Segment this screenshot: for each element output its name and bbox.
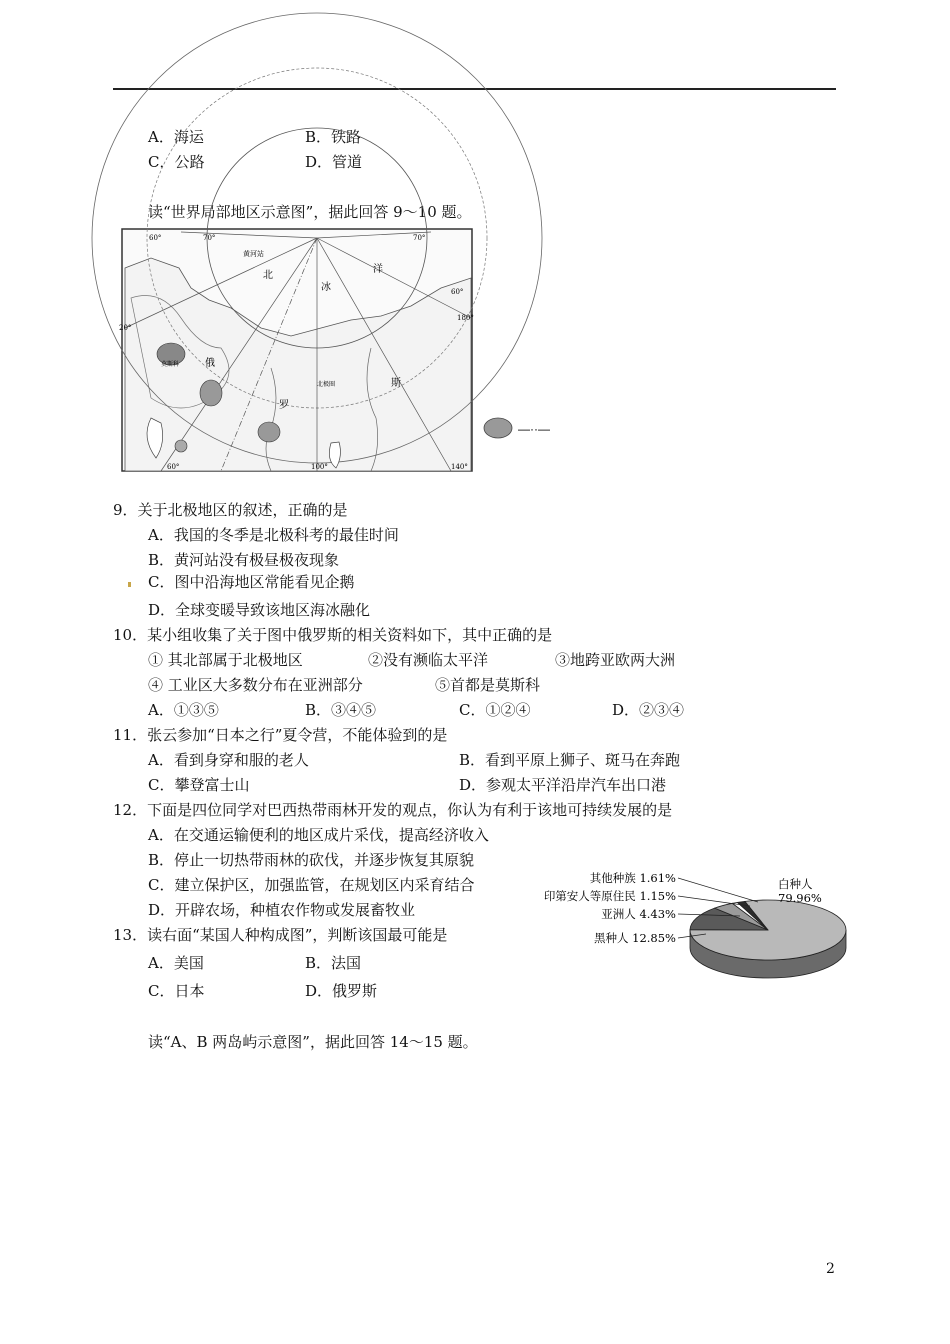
map-label-70a: 70° xyxy=(203,234,216,242)
intro-9-10: 读“世界局部地区示意图”，据此回答 9～10 题。 xyxy=(148,203,472,221)
pie-label-4: 其他种族 1.61% xyxy=(589,871,676,885)
map-legend-text: —··— xyxy=(518,422,550,436)
race-composition-pie-chart xyxy=(526,866,856,986)
q12-option-a: A．在交通运输便利的地区成片采伐，提高经济收入 xyxy=(148,826,489,844)
q13-stem: 13．读右面“某国人种构成图”，判断该国最可能是 xyxy=(113,926,448,944)
world-region-map xyxy=(121,228,473,472)
q12-option-c: C．建立保护区，加强监管，在规划区内采育结合 xyxy=(148,876,475,894)
q13-option-a: A．美国 xyxy=(148,954,204,972)
q13-option-d: D．俄罗斯 xyxy=(305,982,378,1000)
map-label-bei: 北 xyxy=(263,270,273,281)
pie-label-3: 印第安人等原住民 1.15% xyxy=(543,889,676,903)
map-label-70b: 70° xyxy=(413,234,426,242)
q9-stem: 9．关于北极地区的叙述，正确的是 xyxy=(113,501,348,519)
q12-option-b: B．停止一切热带雨林的砍伐，并逐步恢复其原貌 xyxy=(148,851,475,869)
q13-option-c: C．日本 xyxy=(148,982,205,1000)
map-label-60r: 60° xyxy=(451,288,464,296)
map-label-si: 斯 xyxy=(391,378,401,389)
q10-option-b: B．③④⑤ xyxy=(305,701,377,719)
map-label-moscow: 莫斯科 xyxy=(161,361,180,368)
map-label-180: 180° xyxy=(457,314,474,322)
pie-leader-line-3 xyxy=(678,878,758,902)
map-label-e: 俄 xyxy=(205,358,215,369)
q10-stem: 10．某小组收集了关于图中俄罗斯的相关资料如下，其中正确的是 xyxy=(113,626,553,644)
pie-label-1: 黑种人 12.85% xyxy=(593,931,676,945)
q9-option-c: C．图中沿海地区常能看见企鹅 xyxy=(148,573,355,591)
map-label-arctic-circle: 北极圈 xyxy=(317,381,336,388)
header-rule xyxy=(113,88,836,90)
page-number: 2 xyxy=(826,1261,835,1277)
q12-option-d: D．开辟农场，种植农作物或发展畜牧业 xyxy=(148,901,416,919)
q10-statement-1: ① 其北部属于北极地区 xyxy=(148,651,303,669)
q11-option-b: B．看到平原上狮子、斑马在奔跑 xyxy=(459,751,681,769)
intro-14-15: 读“A、B 两岛屿示意图”，据此回答 14～15 题。 xyxy=(148,1033,478,1051)
q10-statement-4: ④ 工业区大多数分布在亚洲部分 xyxy=(148,676,363,694)
q9-option-d: D．全球变暖导致该地区海冰融化 xyxy=(148,601,371,619)
q11-stem: 11．张云参加“日本之行”夏令营，不能体验到的是 xyxy=(113,726,448,744)
map-label-100b: 100° xyxy=(311,463,328,471)
q10-option-d: D．②③④ xyxy=(612,701,685,719)
q8-option-c: C．公路 xyxy=(148,153,205,171)
q10-option-c: C．①②④ xyxy=(459,701,531,719)
q9-option-b: B．黄河站没有极昼极夜现象 xyxy=(148,551,340,569)
map-label-luo: 罗 xyxy=(279,400,289,411)
pie-label-0-0: 白种人 xyxy=(778,877,813,891)
q10-statement-3: ③地跨亚欧两大洲 xyxy=(555,651,676,669)
map-label-140b: 140° xyxy=(451,463,468,471)
q10-statement-2: ②没有濒临太平洋 xyxy=(368,651,489,669)
q8-option-d: D．管道 xyxy=(305,153,363,171)
map-legend-symbol xyxy=(482,414,572,442)
pie-label-2: 亚洲人 4.43% xyxy=(601,907,676,921)
q11-option-d: D．参观太平洋沿岸汽车出口港 xyxy=(459,776,667,794)
map-label-60b: 60° xyxy=(167,463,180,471)
map-label-bing: 冰 xyxy=(321,282,331,293)
pie-leader-line-2 xyxy=(678,896,750,906)
pie-label-0-1: 79.96% xyxy=(778,891,822,905)
q11-option-c: C．攀登富士山 xyxy=(148,776,250,794)
q8-option-b: B．铁路 xyxy=(305,128,362,146)
map-label-20: 20° xyxy=(119,324,132,332)
q11-option-a: A．看到身穿和服的老人 xyxy=(148,751,309,769)
q13-option-b: B．法国 xyxy=(305,954,362,972)
map-label-station: 黄河站 xyxy=(243,250,264,258)
q10-option-a: A．①③⑤ xyxy=(148,701,219,719)
q9-option-a: A．我国的冬季是北极科考的最佳时间 xyxy=(148,526,399,544)
q8-option-a: A．海运 xyxy=(148,128,204,146)
q10-statement-5: ⑤首都是莫斯科 xyxy=(435,676,541,694)
map-label-60: 60° xyxy=(149,234,162,242)
map-label-yang: 洋 xyxy=(373,264,383,275)
stray-mark xyxy=(128,582,131,587)
q12-stem: 12．下面是四位同学对巴西热带雨林开发的观点，你认为有利于该地可持续发展的是 xyxy=(113,801,673,819)
